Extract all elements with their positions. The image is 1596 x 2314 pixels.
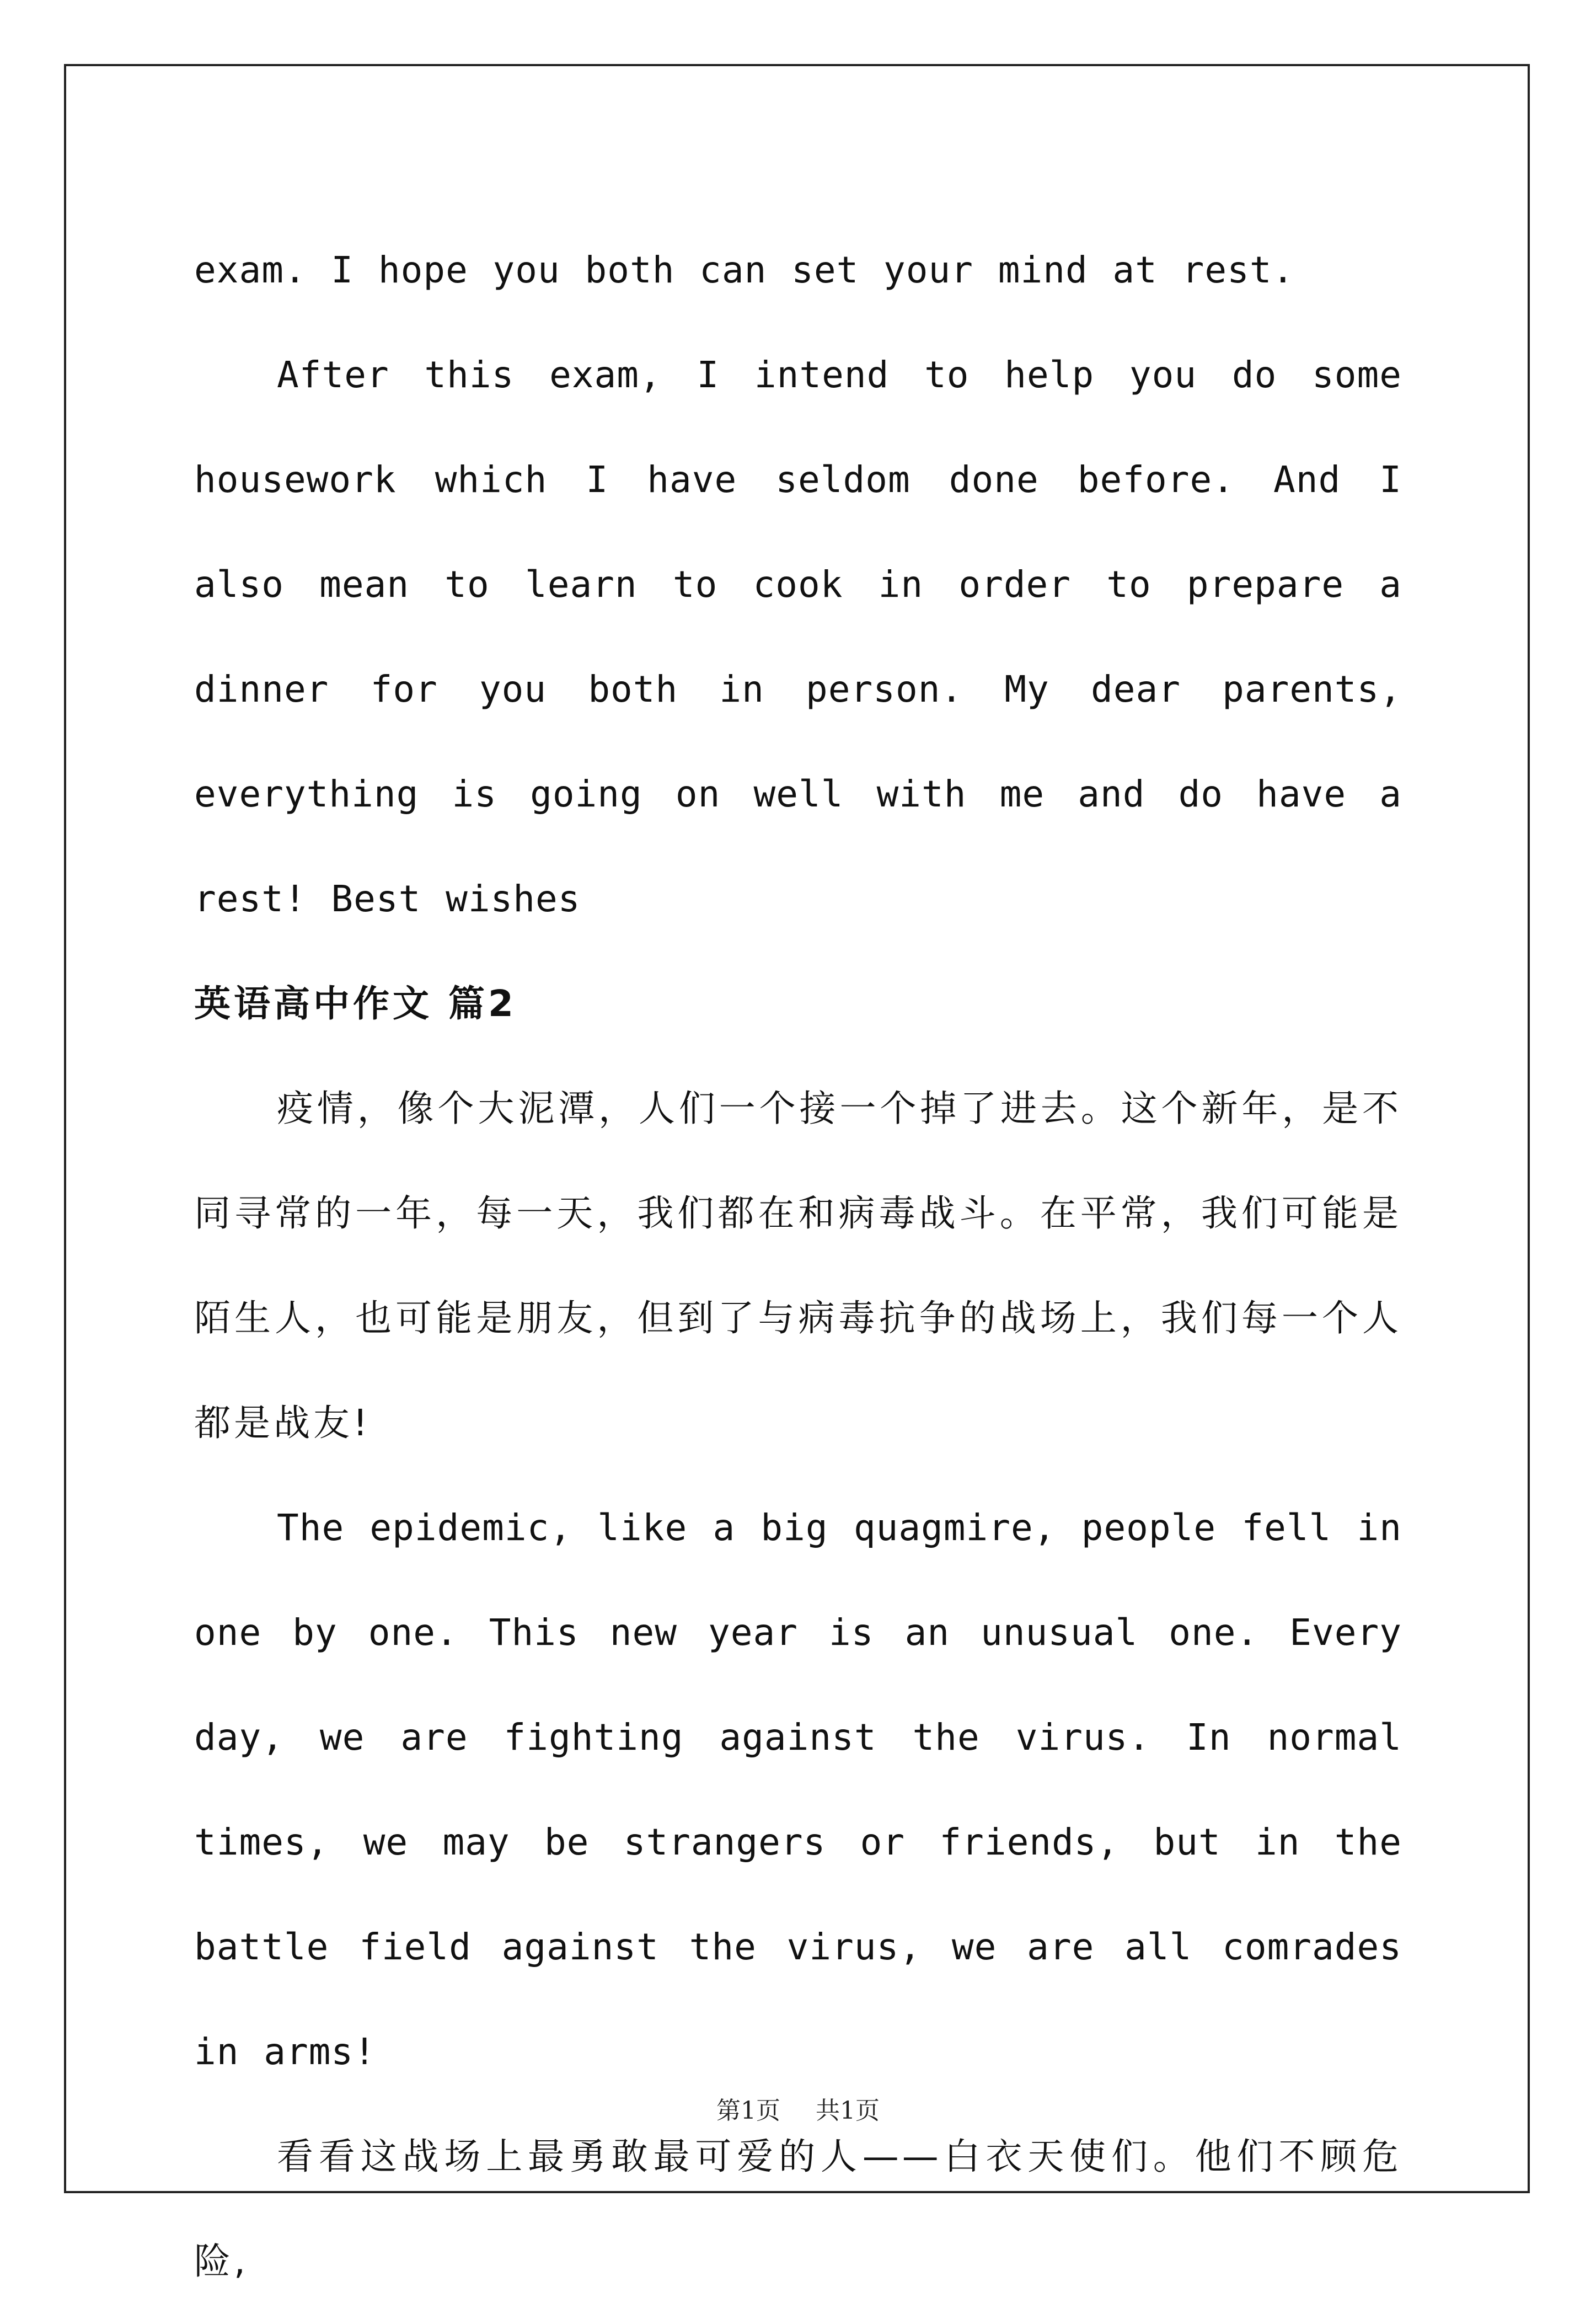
section-heading: 英语高中作文 篇2 [194, 982, 517, 1025]
paragraph-3: 疫情，像个大泥潭，人们一个接一个掉了进去。这个新年，是不同寻常的一年，每一天，我们都在和病毒战斗。在平常，我们可能是陌生人，也可能是朋友，但到了与病毒抗争的战场上，我们每一个人都是战友! [194, 1087, 1402, 1444]
paragraph-1: exam. I hope you both can set your mind at rest. [194, 249, 1295, 291]
page-number: 第1页 [716, 2097, 780, 2125]
page-footer [0, 2091, 1596, 2126]
paragraph-2: After this exam, I intend to help you do some housework which I have seldom done before. And I also mean to learn to cook in order to prepare a dinner for you both in person. My dear parents, everything is going on well with me and do have a rest! Best wishes [194, 354, 1402, 920]
paragraph-4: The epidemic, like a big quagmire, people fell in one by one. This new year is an unusual one. Every day, we are fighting against the virus. In normal times, we may be strangers or friends, but in the battle field against the virus, we are all comrades in arms! [194, 1506, 1402, 2073]
document-body [194, 218, 1402, 2314]
page-total: 共1页 [816, 2097, 880, 2125]
paragraph-5: 看看这战场上最勇敢最可爱的人——白衣天使们。他们不顾危险, [194, 2135, 1402, 2283]
